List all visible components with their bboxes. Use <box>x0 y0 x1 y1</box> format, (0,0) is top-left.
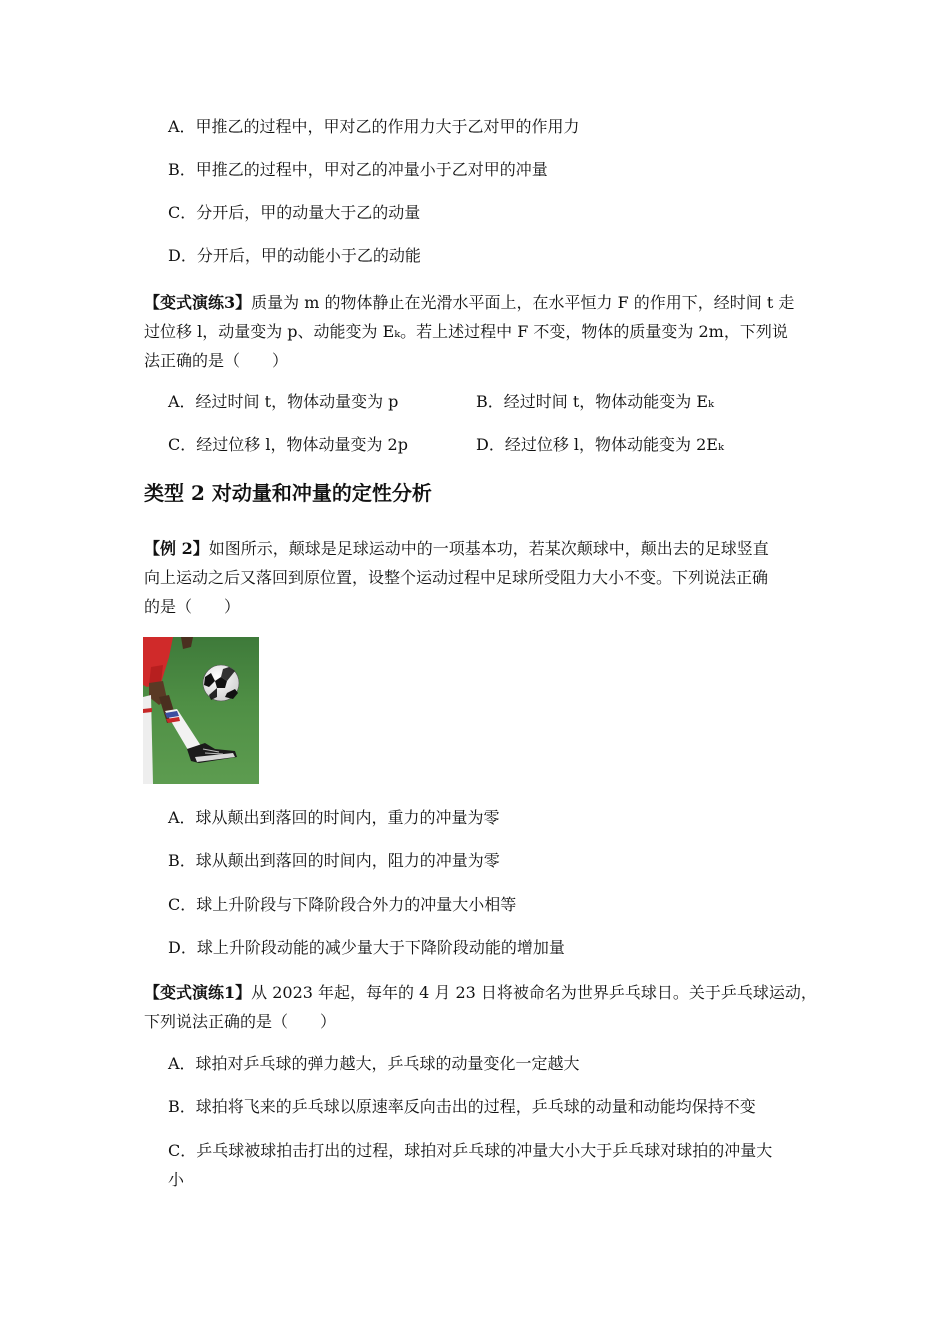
example2-line-3: 的是（ ） <box>144 597 241 616</box>
variant3-stem <box>144 288 814 375</box>
variant1-option-c-line-1: C．乒乓球被球拍击打出的过程，球拍对乒乓球的冲量大小大于乒乓球对球拍的冲量大 <box>168 1141 773 1160</box>
example2-line-1: 如图所示，颠球是足球运动中的一项基本功，若某次颠球中，颠出去的足球竖直 <box>208 539 769 558</box>
example2-option-c: C．球上升阶段与下降阶段合外力的冲量大小相等 <box>168 895 517 914</box>
example2-option-a: A．球从颠出到落回的时间内，重力的冲量为零 <box>168 808 500 827</box>
prev-option-b: B．甲推乙的过程中，甲对乙的冲量小于乙对甲的冲量 <box>168 160 548 179</box>
variant3-option-a: A．经过时间 t，物体动量变为 p <box>168 392 399 411</box>
example2-tag: 【例 2】 <box>144 539 209 558</box>
example2-stem <box>144 534 814 621</box>
soccer-juggling-photo <box>143 637 259 784</box>
variant3-line-1: 质量为 m 的物体静止在光滑水平面上，在水平恒力 F 的作用下，经时间 t 走 <box>251 293 795 312</box>
variant1-line-1: 从 2023 年起，每年的 4 月 23 日将被命名为世界乒乓球日。关于乒乓球运动， <box>251 983 817 1002</box>
variant1-option-c-line-2: 小 <box>168 1170 185 1189</box>
example2-option-b: B．球从颠出到落回的时间内，阻力的冲量为零 <box>168 851 500 870</box>
prev-option-c: C．分开后，甲的动量大于乙的动量 <box>168 203 421 222</box>
variant1-stem <box>144 978 817 1036</box>
variant1-option-b: B．球拍将飞来的乒乓球以原速率反向击出的过程，乒乓球的动量和动能均保持不变 <box>168 1097 756 1116</box>
variant1-tag: 【变式演练1】 <box>144 983 252 1002</box>
variant3-tag: 【变式演练3】 <box>144 293 252 312</box>
variant3-option-b: B．经过时间 t，物体动能变为 Eₖ <box>476 392 714 411</box>
variant1-line-2: 下列说法正确的是（ ） <box>144 1012 337 1031</box>
variant1-option-c <box>168 1136 772 1194</box>
variant3-option-c: C．经过位移 l，物体动量变为 2p <box>168 435 408 454</box>
variant3-line-2: 过位移 l，动量变为 p、动能变为 Eₖ。若上述过程中 F 不变，物体的质量变为 2m，下列说 <box>144 322 788 341</box>
variant3-option-d: D．经过位移 l，物体动能变为 2Eₖ <box>476 435 724 454</box>
example2-option-d: D．球上升阶段动能的减少量大于下降阶段动能的增加量 <box>168 938 565 957</box>
section-heading: 类型 2 对动量和冲量的定性分析 <box>144 481 432 505</box>
variant1-option-a: A．球拍对乒乓球的弹力越大，乒乓球的动量变化一定越大 <box>168 1054 580 1073</box>
example2-line-2: 向上运动之后又落回到原位置，设整个运动过程中足球所受阻力大小不变。下列说法正确 <box>144 568 769 587</box>
variant3-line-3: 法正确的是（ ） <box>144 351 289 370</box>
prev-option-a: A．甲推乙的过程中，甲对乙的作用力大于乙对甲的作用力 <box>168 117 580 136</box>
prev-option-d: D．分开后，甲的动能小于乙的动能 <box>168 246 421 265</box>
